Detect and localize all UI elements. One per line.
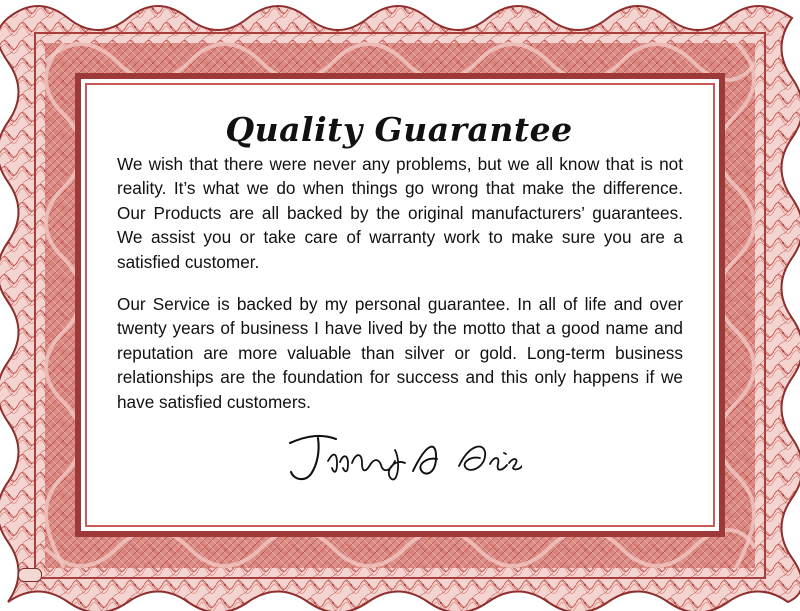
signature [282, 425, 522, 485]
page-title: Quality Guarantee [225, 110, 573, 149]
guarantee-paragraph-products: We wish that there were never any problems, but we all know that is not reality. It’s what we do when things go wrong that make the difference. Our Products are all backed by the original manufacturers’ guarantees. We assist you or take care of warranty work to make sure you are a satisfied customer. [117, 154, 683, 272]
printer-mark-badge [18, 568, 42, 582]
certificate-text-panel [92, 90, 706, 518]
guarantee-paragraph-service: Our Service is backed by my personal guarantee. In all of life and over twenty years of business I have lived by the motto that a good name and reputation are more valuable than silver or gold. Long-term business relationships are the foundation for success and this only happens if we have satisfied customers. [117, 294, 683, 412]
